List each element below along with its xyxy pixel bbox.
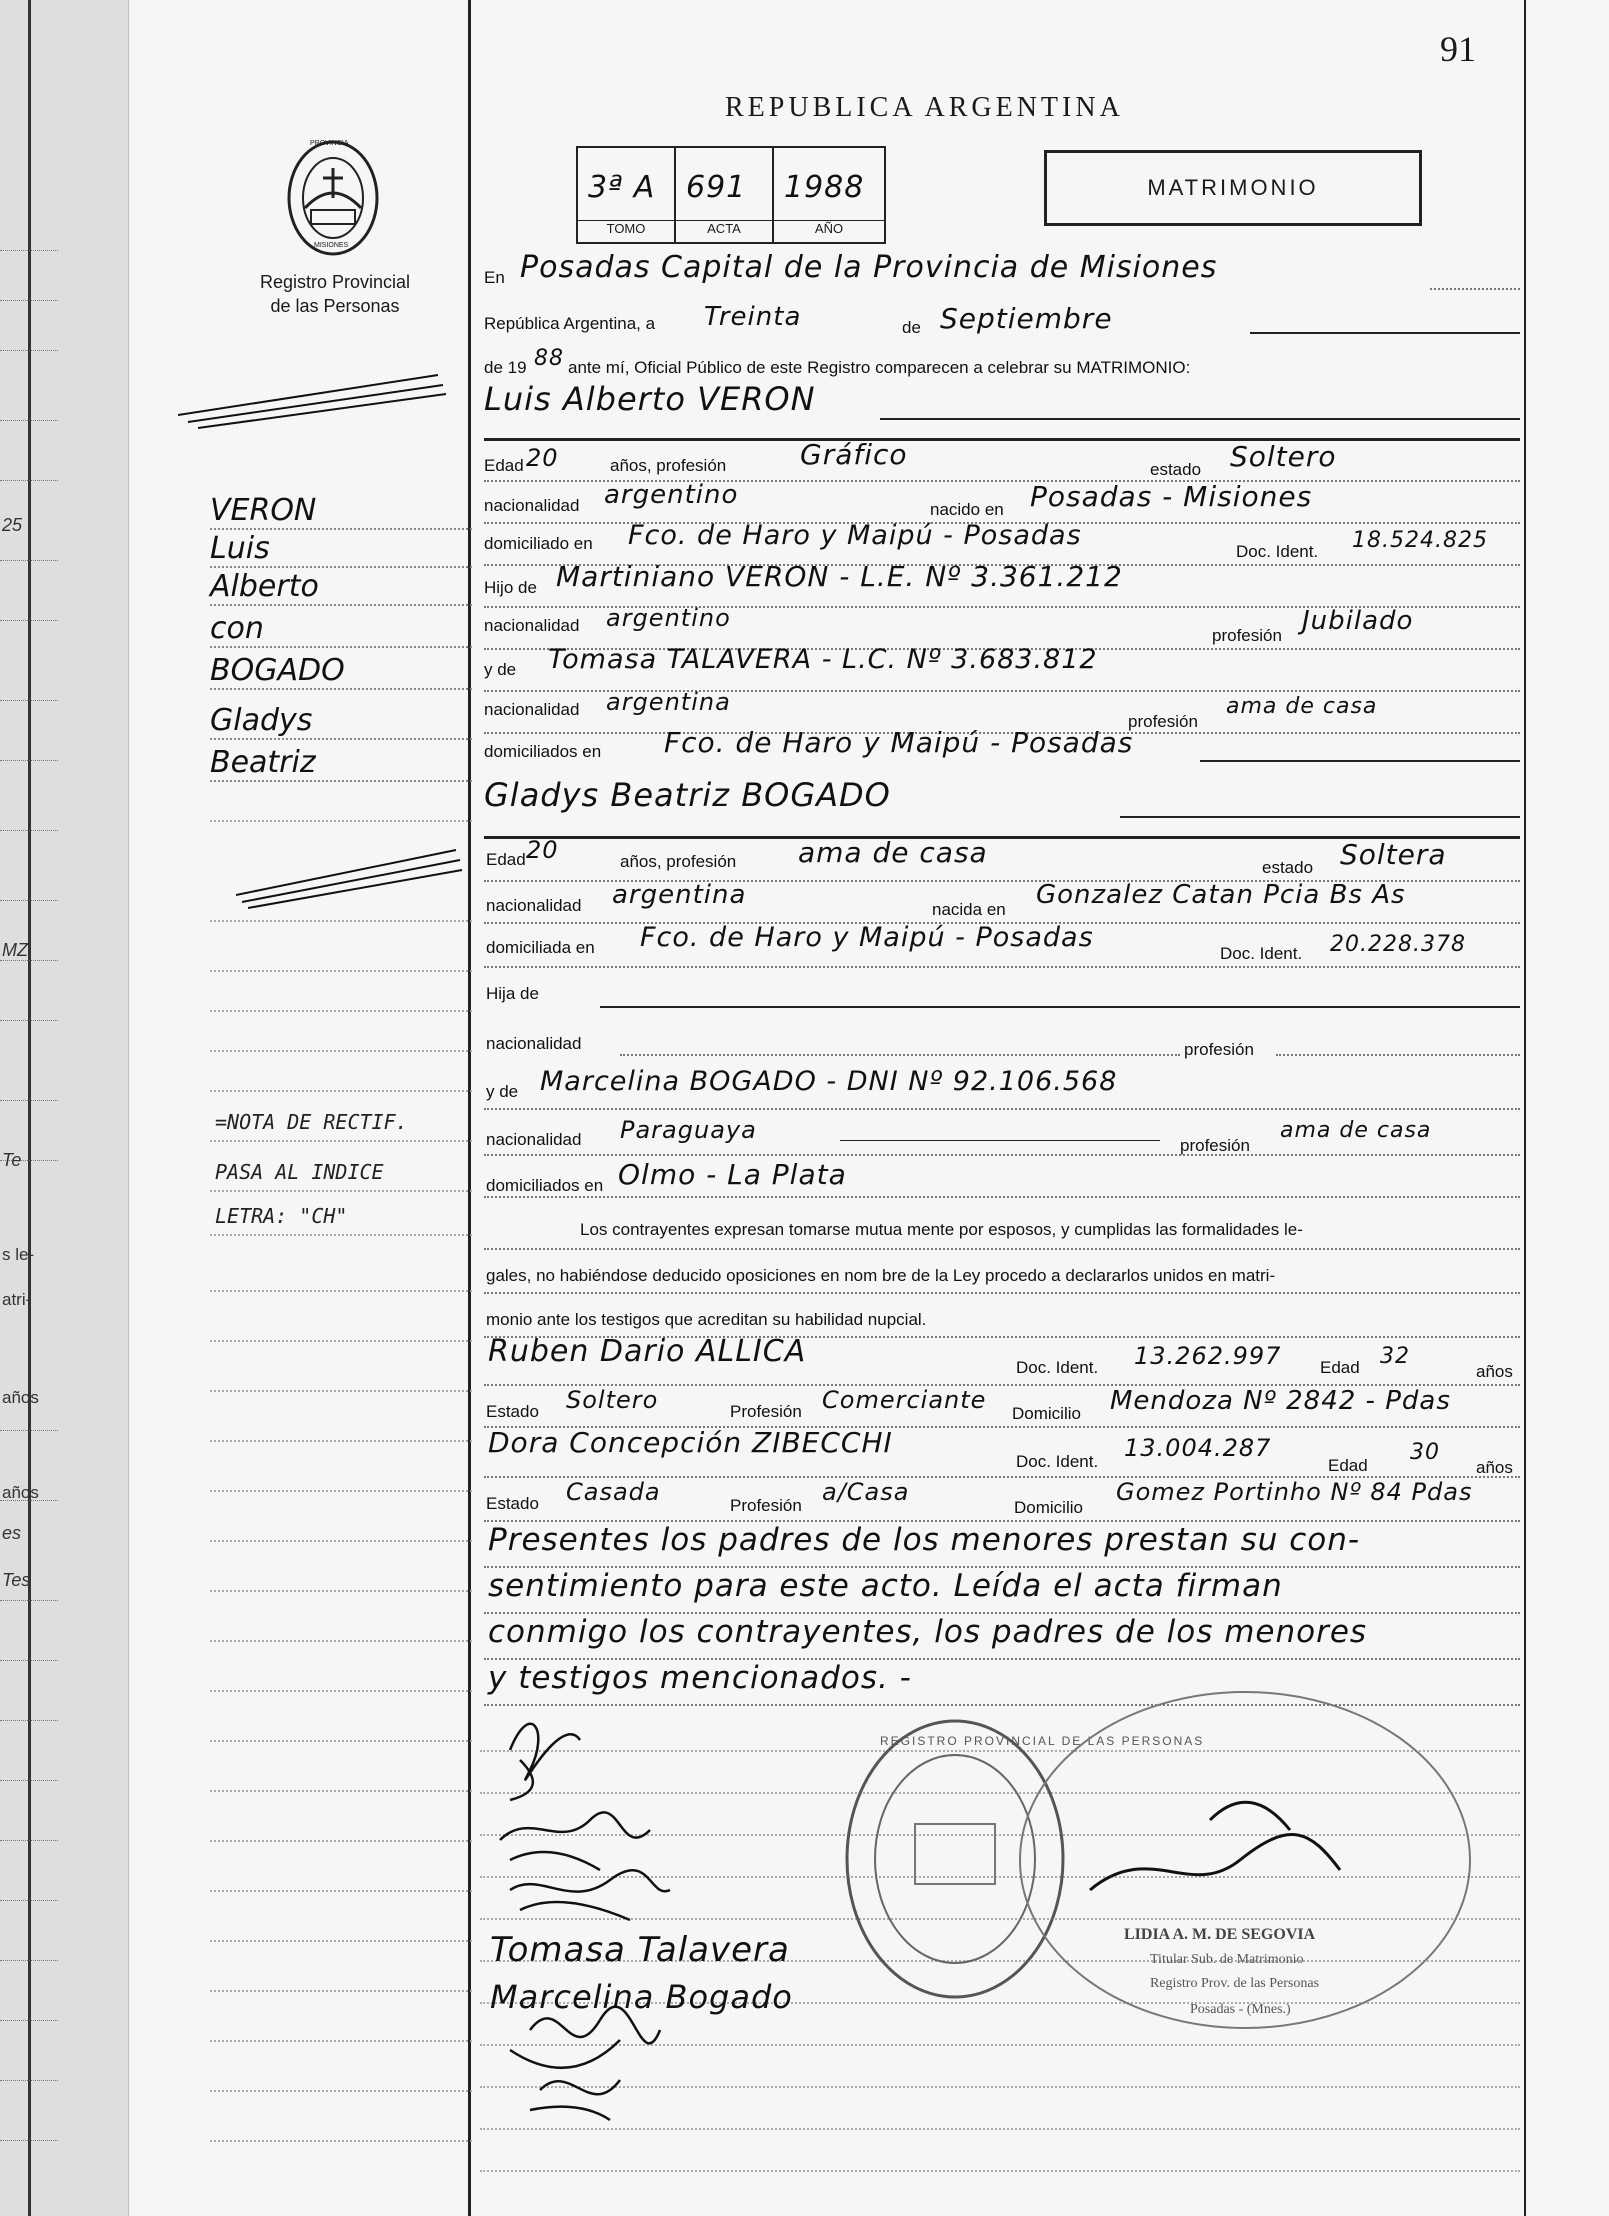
groom-mother-prof-label: profesión <box>1128 712 1198 731</box>
bride-father-nat-label: nacionalidad <box>486 1034 582 1053</box>
bride-hija-label: Hija de <box>486 984 539 1003</box>
bride-nationality: argentina <box>612 880 747 910</box>
ano-cell <box>774 148 884 242</box>
bride-yde-label: y de <box>486 1082 519 1101</box>
prev-fragment: 25 <box>2 515 23 535</box>
groom-mother-nat-label: nacionalidad <box>484 700 580 719</box>
groom-domiciliado-label: domiciliado en <box>484 534 593 553</box>
groom-doc-label: Doc. Ident. <box>1236 542 1319 561</box>
bride-father-prof-label: profesión <box>1184 1040 1254 1059</box>
witness2-age: 30 <box>1410 1440 1440 1465</box>
groom-father: Martiniano VERON - L.E. Nº 3.361.212 <box>556 560 1123 593</box>
groom-hijo-label: Hijo de <box>484 578 537 597</box>
witness1-anos-label: años <box>1476 1362 1513 1381</box>
prev-fragment: es <box>2 1523 22 1543</box>
bride-address: Fco. de Haro y Maipú - Posadas <box>640 922 1094 953</box>
bride-domiciliados-label: domiciliados en <box>486 1176 604 1195</box>
official-city: Posadas - (Mnes.) <box>1190 2002 1291 2017</box>
witness2-estado-label: Estado <box>486 1494 539 1513</box>
groom-mother: Tomasa TALAVERA - L.C. Nº 3.683.812 <box>548 644 1098 675</box>
groom-nationality: argentino <box>604 480 739 510</box>
republica-label: República Argentina, a <box>484 314 656 333</box>
bride-nacida-label: nacida en <box>932 900 1006 919</box>
witness1-address: Mendoza Nº 2842 - Pdas <box>1110 1386 1451 1416</box>
groom-domiciliados-label: domiciliados en <box>484 742 602 761</box>
groom-name: Luis Alberto VERON <box>484 380 816 418</box>
bride-mother-nat-label: nacionalidad <box>486 1130 582 1149</box>
margin-note-line1: =NOTA DE RECTIF. <box>215 1110 408 1134</box>
acta-value: 691 <box>686 170 747 205</box>
groom-father-nationality: argentino <box>606 604 731 632</box>
margin-surname2: BOGADO <box>210 653 345 688</box>
prev-fragment: años <box>2 1483 39 1502</box>
registry-name-line1: Registro Provincial <box>259 272 411 292</box>
witness1-estado: Soltero <box>566 1386 659 1414</box>
document-type-box: MATRIMONIO <box>1044 150 1422 226</box>
groom-age: 20 <box>526 444 559 472</box>
groom-anos-profesion-label: años, profesión <box>610 456 727 475</box>
signature-tomasa: Tomasa Talavera <box>490 1930 790 1970</box>
witness2-profession: a/Casa <box>822 1478 910 1506</box>
margin-note-line3: LETRA: "CH" <box>215 1204 348 1228</box>
margin-con: con <box>210 611 264 646</box>
groom-mother-nationality: argentina <box>606 688 731 716</box>
witness2-domicilio-label: Domicilio <box>1014 1498 1083 1517</box>
month-value: Septiembre <box>940 302 1113 335</box>
bride-edad-label: Edad <box>486 850 526 869</box>
en-label: En <box>484 268 505 287</box>
tomo-value: 3ª A <box>588 170 656 205</box>
witness1-age: 32 <box>1380 1344 1410 1369</box>
previous-page-edge <box>0 0 129 2216</box>
bride-estado-label: estado <box>1262 858 1314 877</box>
groom-address: Fco. de Haro y Maipú - Posadas <box>628 520 1082 551</box>
groom-profession: Gráfico <box>800 438 908 471</box>
bride-profession: ama de casa <box>798 836 988 869</box>
seal-top-text: PROVINCIA <box>310 140 349 147</box>
official-title: Titular Sub. de Matrimonio <box>1150 1952 1304 1967</box>
margin-given1b: Alberto <box>210 569 319 604</box>
bride-age: 20 <box>526 836 559 864</box>
bride-mother-prof-label: profesión <box>1180 1136 1250 1155</box>
groom-estado-label: estado <box>1150 460 1202 479</box>
witness2-doc-label: Doc. Ident. <box>1016 1452 1099 1471</box>
groom-estado: Soltero <box>1230 440 1337 473</box>
bride-name: Gladys Beatriz BOGADO <box>484 776 891 814</box>
witness1-name: Ruben Dario ALLICA <box>488 1334 807 1369</box>
margin-given1a: Luis <box>210 531 270 566</box>
tomo-label: TOMO <box>578 220 674 236</box>
witness2-edad-label: Edad <box>1328 1456 1368 1475</box>
groom-doc: 18.524.825 <box>1352 528 1488 553</box>
prev-fragment: años <box>2 1388 39 1407</box>
prev-fragment: Tes <box>2 1570 31 1590</box>
bride-anos-profesion-label: años, profesión <box>620 852 737 871</box>
witness1-profesion-label: Profesión <box>730 1402 802 1421</box>
margin-given2a: Gladys <box>210 703 313 738</box>
groom-father-nat-label: nacionalidad <box>484 616 580 635</box>
body-text-line3: monio ante los testigos que acreditan su habilidad nupcial. <box>486 1310 927 1329</box>
acta-cell <box>676 148 774 242</box>
tomo-cell <box>578 148 676 242</box>
official-name: LIDIA A. M. DE SEGOVIA <box>1124 1926 1316 1943</box>
witness1-doc-label: Doc. Ident. <box>1016 1358 1099 1377</box>
margin-strike-lines <box>178 360 448 430</box>
round-stamp-text: REGISTRO PROVINCIAL DE LAS PERSONAS <box>880 1734 1205 1748</box>
witness1-estado-label: Estado <box>486 1402 539 1421</box>
body-text-line2: gales, no habiéndose deducido oposiciones en nom bre de la Ley procedo a declararlos unidos en matri- <box>486 1266 1276 1285</box>
observation-line2: sentimiento para este acto. Leída el acta firman <box>488 1568 1283 1604</box>
record-number-box <box>576 146 886 244</box>
groom-birthplace: Posadas - Misiones <box>1030 480 1313 513</box>
registry-name-line2: de las Personas <box>270 296 400 316</box>
bride-doc: 20.228.378 <box>1330 932 1466 957</box>
bride-mother-nationality: Paraguaya <box>620 1116 757 1144</box>
prev-fragment: s le- <box>2 1245 35 1264</box>
right-border <box>1524 0 1526 2216</box>
year-prefix: de 19 <box>484 358 527 377</box>
body-text-line1: Los contrayentes expresan tomarse mutua mente por esposos, y cumplidas las formalidades le- <box>580 1220 1303 1239</box>
observation-line1: Presentes los padres de los menores prestan su con- <box>488 1522 1361 1558</box>
page-number: 91 <box>1440 29 1476 69</box>
prev-fragment: atri- <box>2 1290 32 1309</box>
prev-fragment: Te <box>2 1150 22 1170</box>
witness2-name: Dora Concepción ZIBECCHI <box>488 1426 893 1459</box>
bride-doc-label: Doc. Ident. <box>1220 944 1303 963</box>
signature-marcelina: Marcelina Bogado <box>490 1978 793 2016</box>
witness2-doc: 13.004.287 <box>1124 1434 1272 1462</box>
groom-father-prof-label: profesión <box>1212 626 1282 645</box>
seal-bottom-text: MISIONES <box>314 242 349 249</box>
observation-line4: y testigos mencionados. - <box>488 1660 912 1696</box>
country-title: REPUBLICA ARGENTINA <box>725 92 1124 123</box>
year-suffix: 88 <box>534 346 564 371</box>
margin-note-line2: PASA AL INDICE <box>215 1160 384 1184</box>
bride-estado: Soltera <box>1340 838 1447 871</box>
margin-given2b: Beatriz <box>210 745 316 780</box>
bride-mother: Marcelina BOGADO - DNI Nº 92.106.568 <box>540 1066 1118 1097</box>
groom-father-profession: Jubilado <box>1302 606 1414 636</box>
groom-nacido-label: nacido en <box>930 500 1004 519</box>
witness2-address: Gomez Portinho Nº 84 Pdas <box>1116 1478 1473 1506</box>
bride-nacionalidad-label: nacionalidad <box>486 896 582 915</box>
margin-surname1: VERON <box>210 493 317 528</box>
witness1-domicilio-label: Domicilio <box>1012 1404 1081 1423</box>
contracting-parties-signatures <box>470 1690 720 2130</box>
ano-value: 1988 <box>784 170 865 205</box>
witness2-estado: Casada <box>566 1478 661 1506</box>
provincial-seal-icon <box>285 138 381 258</box>
groom-parents-address: Fco. de Haro y Maipú - Posadas <box>664 726 1134 759</box>
bride-mother-profession: ama de casa <box>1280 1118 1432 1143</box>
ante-text: ante mí, Oficial Público de este Registro comparecen a celebrar su MATRIMONIO: <box>568 358 1191 377</box>
witness2-profesion-label: Profesión <box>730 1496 802 1515</box>
groom-edad-label: Edad <box>484 456 524 475</box>
witness1-profession: Comerciante <box>822 1386 987 1414</box>
bride-birthplace: Gonzalez Catan Pcia Bs As <box>1036 880 1406 910</box>
groom-mother-profession: ama de casa <box>1226 694 1378 719</box>
day-value: Treinta <box>704 302 802 332</box>
observation-line3: conmigo los contrayentes, los padres de los menores <box>488 1614 1368 1650</box>
witness2-anos-label: años <box>1476 1458 1513 1477</box>
margin-strike-lines-2 <box>236 840 466 910</box>
bride-domiciliada-label: domiciliada en <box>486 938 595 957</box>
place-value: Posadas Capital de la Provincia de Misiones <box>520 250 1218 285</box>
witness1-edad-label: Edad <box>1320 1358 1360 1377</box>
official-registry: Registro Prov. de las Personas <box>1150 1976 1320 1991</box>
witness1-doc: 13.262.997 <box>1134 1342 1282 1370</box>
groom-yde-label: y de <box>484 660 517 679</box>
prev-fragment: MZ <box>2 940 28 960</box>
acta-label: ACTA <box>676 220 772 236</box>
ano-label: AÑO <box>774 220 884 236</box>
bride-parents-address: Olmo - La Plata <box>618 1158 847 1191</box>
de-label: de <box>902 318 921 337</box>
groom-nacionalidad-label: nacionalidad <box>484 496 580 515</box>
